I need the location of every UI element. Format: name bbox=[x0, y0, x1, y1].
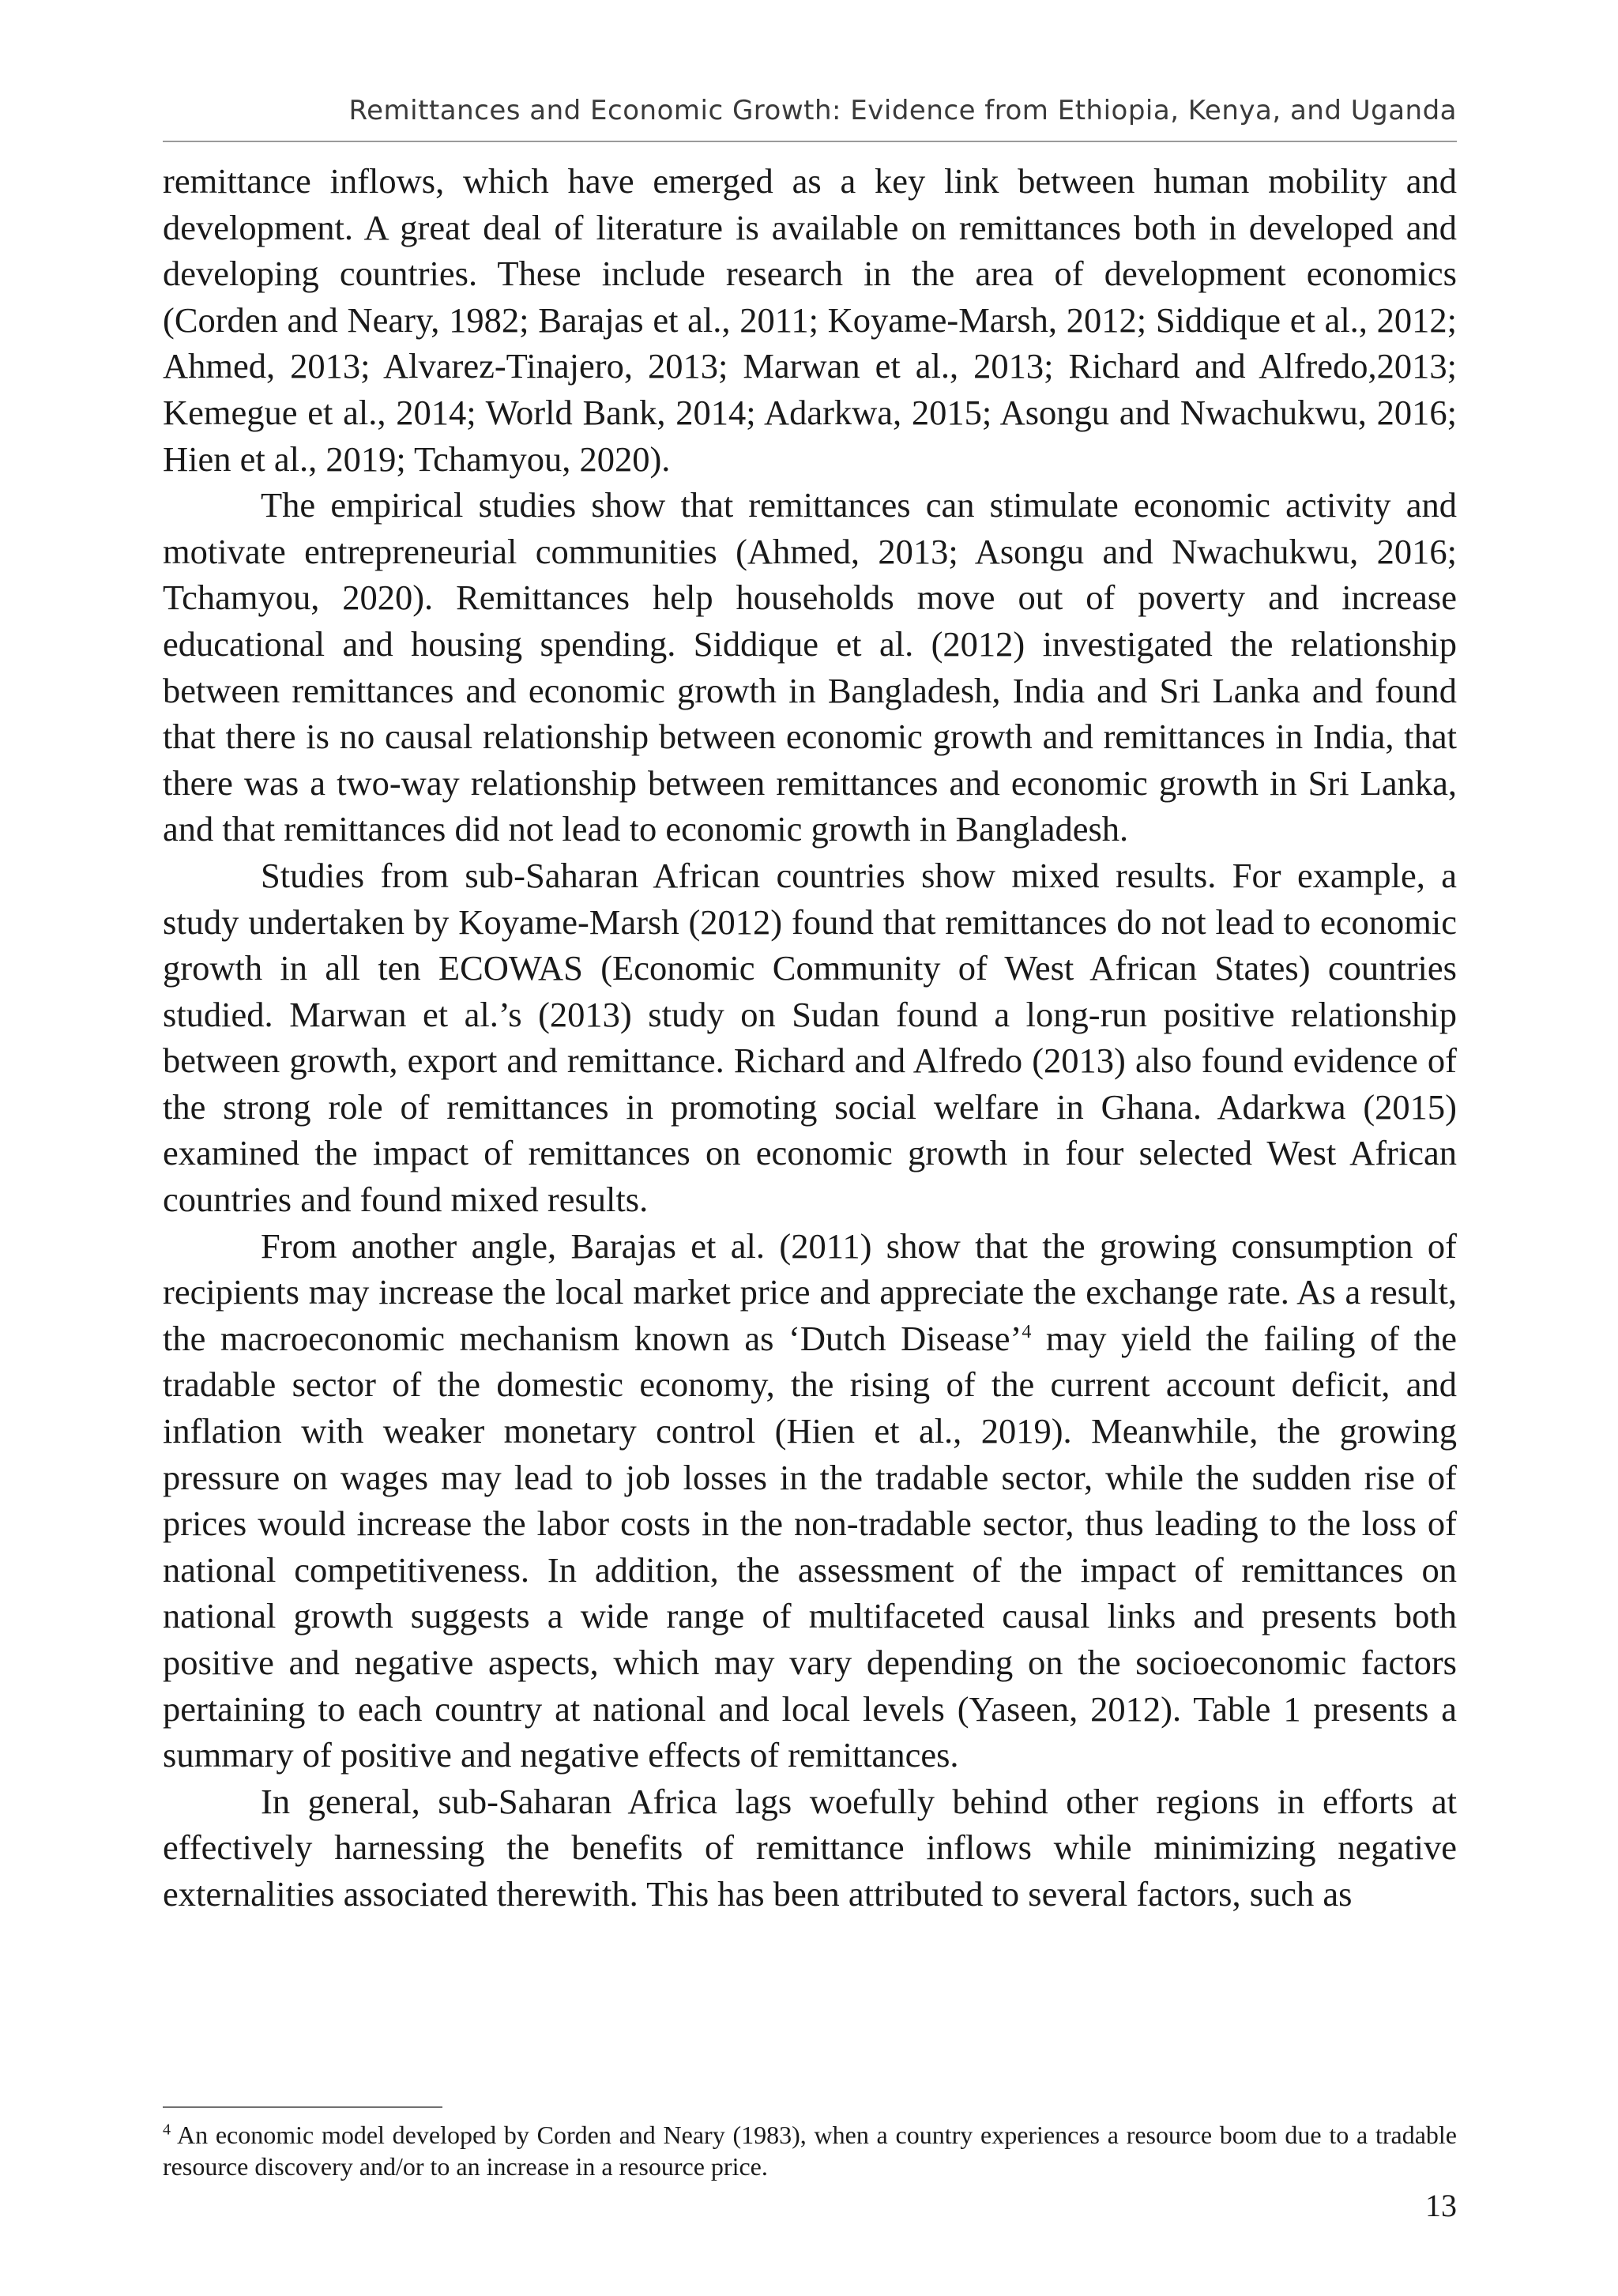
footnote bbox=[163, 2119, 1457, 2182]
paragraph-4-text-after-note: may yield the failing of the tradable sector of the domestic economy, the rising of the current account deficit, and inflation with weaker monetary control (Hien et al., 2019). Meanwhile, the growing pressure on wages may lead to job losses in the tradable sector, while the sudden rise of prices would increase the labor costs in the non-tradable sector, thus leading to the loss of national competitiveness. In addition, the assessment of the impact of remittances on national growth suggests a wide range of multifaceted causal links and presents both positive and negative aspects, which may vary depending on the socioeconomic factors pertaining to each country at national and local levels (Yaseen, 2012). Table 1 presents a summary of positive and negative effects of remittances. bbox=[163, 1318, 1457, 1775]
paragraph-5: In general, sub-Saharan Africa lags woefully behind other regions in efforts at effectively harnessing the benefits of remittance inflows while minimizing negative externalities associated therewith. This has been attributed to several factors, such as bbox=[163, 1781, 1457, 1914]
running-head: Remittances and Economic Growth: Evidence from Ethiopia, Kenya, and Uganda bbox=[348, 95, 1457, 126]
paragraph-1: remittance inflows, which have emerged as a key link between human mobility and development. A great deal of literature is available on remittances both in developed and developing countries. These include research in the area of development economics (Corden and Neary, 1982; Barajas et al., 2011; Koyame-Marsh, 2012; Siddique et al., 2012; Ahmed, 2013; Alvarez-Tinajero, 2013; Marwan et al., 2013; Richard and Alfredo,2013; Kemegue et al., 2014; World Bank, 2014; Adarkwa, 2015; Asongu and Nwachukwu, 2016; Hien et al., 2019; Tchamyou, 2020). bbox=[163, 161, 1457, 479]
paragraph-4 bbox=[163, 1223, 1457, 1778]
paragraph-3: Studies from sub-Saharan African countries show mixed results. For example, a study undertaken by Koyame-Marsh (2012) found that remittances do not lead to economic growth in all ten ECOWAS (Economic Community of West African States) countries studied. Marwan et al.’s (2013) study on Sudan found a long-run positive relationship between growth, export and remittance. Richard and Alfredo (2013) also found evidence of the strong role of remittances in promoting social welfare in Ghana. Adarkwa (2015) examined the impact of remittances on economic growth in four selected West African countries and found mixed results. bbox=[163, 855, 1457, 1220]
paragraph-4-text-before-note: From another angle, Barajas et al. (2011) show that the growing consumption of recipients may increase the local market price and appreciate the exchange rate. As a result, the macroeconomic mechanism known as ‘Dutch Disease’ bbox=[163, 1225, 1457, 1358]
footnote-reference: 4 bbox=[1022, 1322, 1032, 1343]
footnote-marker: 4 bbox=[163, 2121, 171, 2139]
footnote-text: An economic model developed by Corden and Neary (1983), when a country experiences a resource boom due to a tradable resource discovery and/or to an increase in a resource price. bbox=[163, 2121, 1457, 2181]
page-number: 13 bbox=[1425, 2188, 1457, 2223]
body-text bbox=[163, 158, 1457, 1918]
paragraph-2: The empirical studies show that remittances can stimulate economic activity and motivate entrepreneurial communities (Ahmed, 2013; Asongu and Nwachukwu, 2016; Tchamyou, 2020). Remittances help households move out of poverty and increase educational and housing spending. Siddique et al. (2012) investigated the relationship between remittances and economic growth in Bangladesh, India and Sri Lanka and found that there is no causal relationship between economic growth and remittances in India, that there was a two-way relationship between remittances and economic growth in Sri Lanka, and that remittances did not lead to economic growth in Bangladesh. bbox=[163, 485, 1457, 849]
footnote-rule bbox=[163, 2106, 442, 2108]
header-rule bbox=[163, 141, 1457, 142]
